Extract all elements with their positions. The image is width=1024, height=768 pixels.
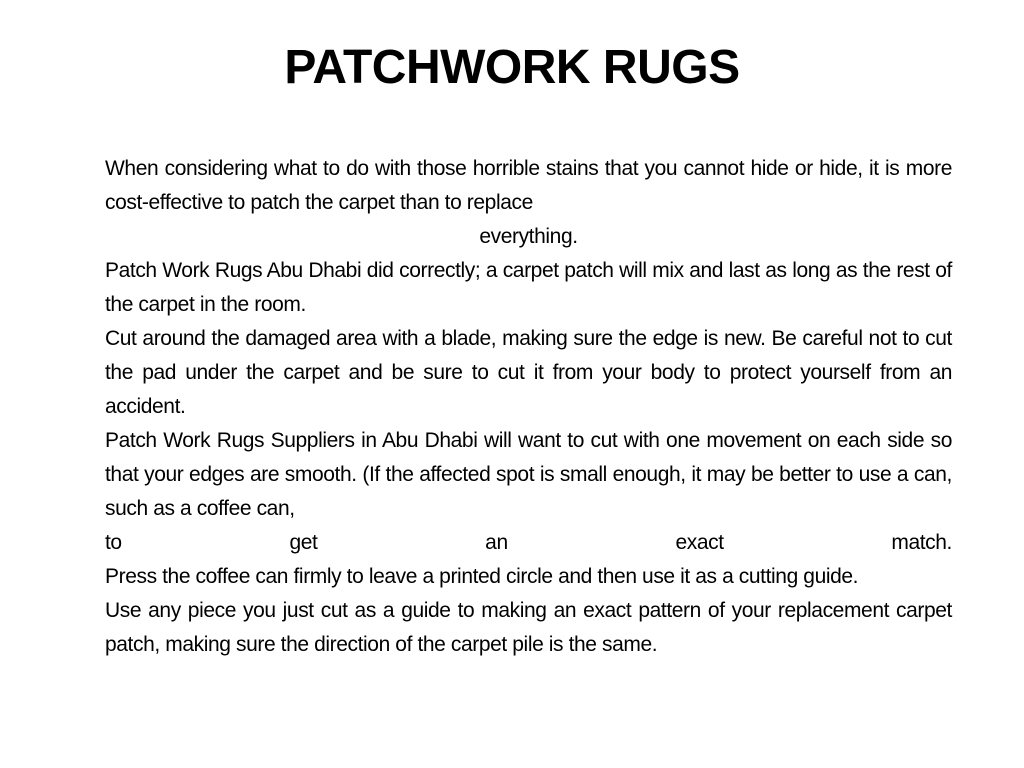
paragraph-exact-match: to get an exact match.	[105, 531, 952, 554]
paragraph-press-can: Press the coffee can firmly to leave a printed circle and then use it as a cutting guide.	[105, 565, 859, 588]
slide-title: PATCHWORK RUGS	[284, 41, 740, 94]
paragraph-cut-around: Cut around the damaged area with a blade, making sure the edge is new. Be careful not to cut the pad under the carpet and be sure to cut it from your body to protect yourself from an accident.	[105, 327, 952, 418]
paragraph-use-piece: Use any piece you just cut as a guide to making an exact pattern of your replacement carpet patch, making sure the direction of the carpet pile is the same.	[105, 599, 952, 656]
paragraph-abu-dhabi: Patch Work Rugs Abu Dhabi did correctly; a carpet patch will mix and last as long as the rest of the carpet in the room.	[105, 259, 952, 316]
paragraph-suppliers: Patch Work Rugs Suppliers in Abu Dhabi will want to cut with one movement on each side so that your edges are smooth. (If the affected spot is small enough, it may be better to use a can, such as a coffee can,	[105, 429, 952, 520]
paragraph-stains-end: everything.	[479, 225, 578, 248]
paragraph-stains: When considering what to do with those horrible stains that you cannot hide or hide, it is more cost-effective to patch the carpet than to replace	[105, 157, 952, 214]
slide-body	[105, 152, 952, 662]
